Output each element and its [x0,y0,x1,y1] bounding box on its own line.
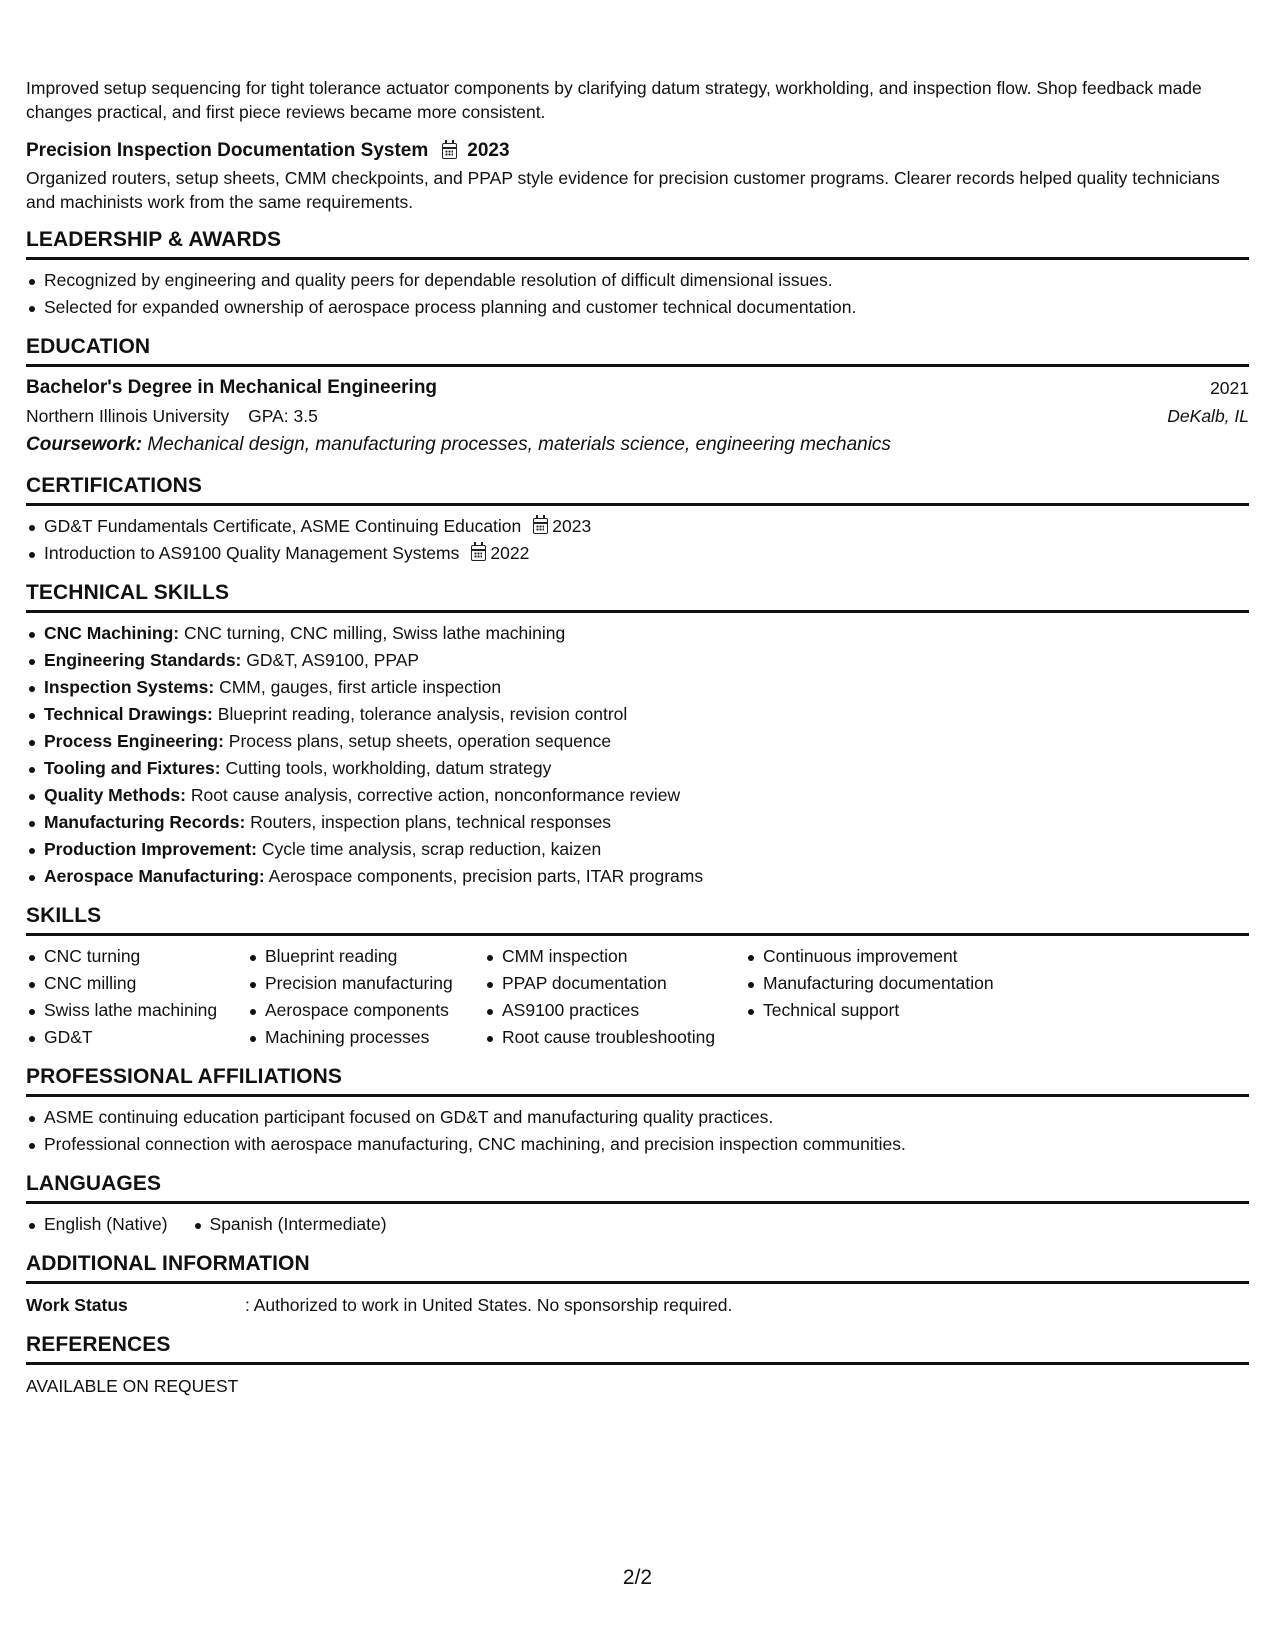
skill-category: Technical Drawings: [44,704,213,724]
list-item [26,809,1249,836]
skill-category: CNC Machining: [44,623,180,643]
school-name: Northern Illinois University [26,406,230,426]
skills-column [745,943,1045,1051]
list-item: Manufacturing documentation [745,970,1045,997]
calendar-icon [533,518,548,534]
list-item [26,674,1249,701]
skill-values: Aerospace components, precision parts, ITAR programs [268,866,704,886]
skill-values: Root cause analysis, corrective action, nonconformance review [190,785,681,805]
coursework-list: Mechanical design, manufacturing processes, materials science, engineering mechanics [147,434,891,455]
affiliations-list [26,1104,1249,1158]
skill-category: Manufacturing Records: [44,812,246,832]
skills-column [484,943,745,1051]
additional-info-section [26,1250,1249,1319]
list-item: Professional connection with aerospace manufacturing, CNC machining, and precision inspection communities. [26,1131,1249,1158]
section-heading: TECHNICAL SKILLS [26,579,1249,613]
list-item: CMM inspection [484,943,745,970]
list-item: Recognized by engineering and quality peers for dependable resolution of difficult dimensional issues. [26,267,1249,294]
list-item: Precision manufacturing [247,970,484,997]
list-item: Blueprint reading [247,943,484,970]
calendar-icon [442,143,457,159]
coursework [26,430,1249,460]
list-item [26,782,1249,809]
skill-values: CMM, gauges, first article inspection [219,677,502,697]
section-heading: LEADERSHIP & AWARDS [26,226,1249,260]
skill-category: Inspection Systems: [44,677,215,697]
list-item: ASME continuing education participant focused on GD&T and manufacturing quality practices. [26,1104,1249,1131]
list-item: Spanish (Intermediate) [192,1211,387,1238]
skills-column [247,943,484,1051]
certification-name: Introduction to AS9100 Quality Management Systems [44,543,460,563]
list-item: Machining processes [247,1024,484,1051]
technical-skills-section [26,579,1249,890]
list-item: English (Native) [26,1211,168,1238]
list-item: Root cause troubleshooting [484,1024,745,1051]
list-item: GD&T [26,1024,247,1051]
certification-year: 2023 [552,516,592,536]
list-item [26,701,1249,728]
skills-section [26,902,1249,1051]
skills-column [26,943,247,1051]
certifications-list [26,513,1249,567]
coursework-label: Coursework: [26,434,143,455]
skill-values: Process plans, setup sheets, operation sequence [228,731,612,751]
list-item: CNC milling [26,970,247,997]
list-item: CNC turning [26,943,247,970]
list-item: Technical support [745,997,1045,1024]
list-item [26,755,1249,782]
gpa: GPA: 3.5 [248,406,318,426]
references-section [26,1331,1249,1400]
skill-values: CNC turning, CNC milling, Swiss lathe machining [184,623,566,643]
skill-category: Engineering Standards: [44,650,242,670]
list-item: AS9100 practices [484,997,745,1024]
section-heading: REFERENCES [26,1331,1249,1365]
list-item [26,620,1249,647]
technical-skills-list [26,620,1249,890]
skills-grid [26,943,1249,1051]
leadership-list [26,267,1249,321]
section-heading: PROFESSIONAL AFFILIATIONS [26,1063,1249,1097]
resume-page [26,76,1249,1400]
work-status-row [26,1291,1249,1319]
education-section [26,333,1249,460]
page-number: 2/2 [622,1566,653,1589]
list-item [26,540,1249,567]
graduation-year: 2021 [1210,378,1249,398]
affiliations-section [26,1063,1249,1158]
section-heading: SKILLS [26,902,1249,936]
leadership-section [26,226,1249,321]
degree-title: Bachelor's Degree in Mechanical Engineering [26,377,438,398]
list-item [26,647,1249,674]
school-location: DeKalb, IL [1167,406,1249,426]
references-text: AVAILABLE ON REQUEST [26,1376,239,1396]
skill-values: Blueprint reading, tolerance analysis, revision control [217,704,628,724]
skill-category: Production Improvement: [44,839,257,859]
skill-values: Cutting tools, workholding, datum strategy [225,758,552,778]
skill-category: Process Engineering: [44,731,224,751]
list-item [26,513,1249,540]
section-heading: ADDITIONAL INFORMATION [26,1250,1249,1284]
list-item [26,836,1249,863]
skill-values: GD&T, AS9100, PPAP [246,650,420,670]
list-item: Aerospace components [247,997,484,1024]
section-heading: CERTIFICATIONS [26,472,1249,506]
education-school-row [26,402,1249,430]
section-heading: LANGUAGES [26,1170,1249,1204]
project-year: 2023 [467,140,510,161]
work-status-label: Work Status [26,1295,128,1315]
list-item [26,728,1249,755]
project-heading [26,136,1249,166]
skill-values: Routers, inspection plans, technical responses [250,812,612,832]
project-title: Precision Inspection Documentation System [26,140,429,161]
education-degree-row [26,374,1249,402]
work-status-value: : Authorized to work in United States. No sponsorship required. [245,1295,733,1315]
certification-year: 2022 [490,543,530,563]
list-item: Swiss lathe machining [26,997,247,1024]
skill-values: Cycle time analysis, scrap reduction, kaizen [261,839,602,859]
project-summary: Improved setup sequencing for tight tolerance actuator components by clarifying datum strategy, workholding, and inspection flow. Shop feedback made changes practical, and first piece reviews became more consistent. [26,78,1202,122]
languages-list [26,1211,1249,1238]
certification-name: GD&T Fundamentals Certificate, ASME Continuing Education [44,516,522,536]
list-item [26,863,1249,890]
list-item: Selected for expanded ownership of aerospace process planning and customer technical documentation. [26,294,1249,321]
languages-section [26,1170,1249,1238]
certifications-section [26,472,1249,567]
calendar-icon [471,545,486,561]
list-item: Continuous improvement [745,943,1045,970]
skill-category: Aerospace Manufacturing: [44,866,265,886]
project-description: Organized routers, setup sheets, CMM checkpoints, and PPAP style evidence for precision customer programs. Clearer records helped quality technicians and machinists work from the same requirements. [26,168,1220,212]
skill-category: Tooling and Fixtures: [44,758,221,778]
section-heading: EDUCATION [26,333,1249,367]
list-item: PPAP documentation [484,970,745,997]
skill-category: Quality Methods: [44,785,186,805]
